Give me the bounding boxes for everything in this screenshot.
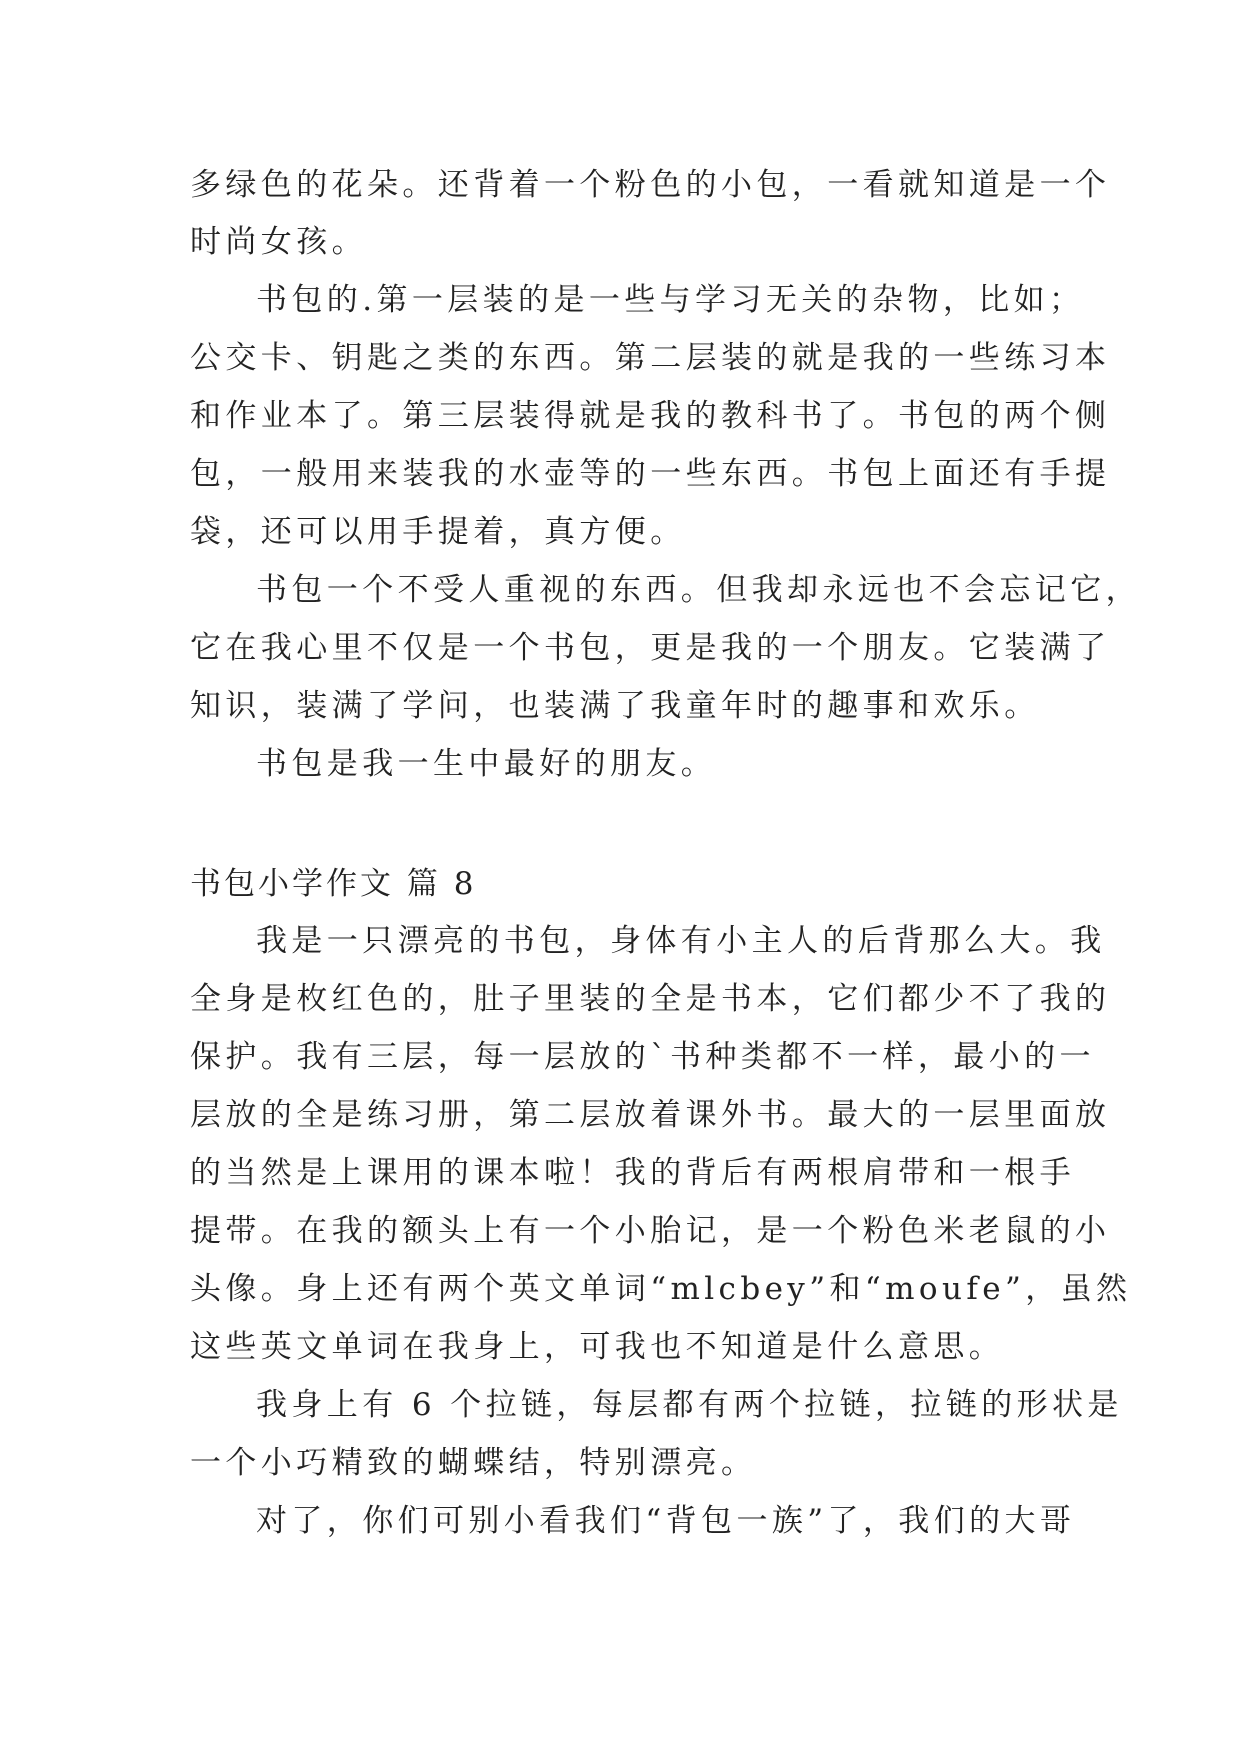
paragraph-line: 全身是枚红色的，肚子里装的全是书本，它们都少不了我的 <box>190 981 1111 1017</box>
paragraph-line: 知识，装满了学问，也装满了我童年时的趣事和欢乐。 <box>190 688 1040 724</box>
paragraph-line: 的当然是上课用的课本啦！我的背后有两根肩带和一根手 <box>190 1155 1075 1191</box>
paragraph-line: 一个小巧精致的蝴蝶结，特别漂亮。 <box>190 1445 757 1481</box>
paragraph-line: 公交卡、钥匙之类的东西。第二层装的就是我的一些练习本 <box>190 340 1111 376</box>
section-title: 书包小学作文 篇 8 <box>190 866 477 902</box>
paragraph-line: 包，一般用来装我的水壶等的一些东西。书包上面还有手提 <box>190 456 1111 492</box>
paragraph-line: 书包的.第一层装的是一些与学习无关的杂物，比如； <box>256 282 1085 318</box>
paragraph-line: 书包是我一生中最好的朋友。 <box>256 746 717 782</box>
paragraph-line: 多绿色的花朵。还背着一个粉色的小包，一看就知道是一个 <box>190 167 1111 203</box>
paragraph-line: 和作业本了。第三层装得就是我的教科书了。书包的两个侧 <box>190 398 1111 434</box>
paragraph-line: 头像。身上还有两个英文单词“mlcbey”和“moufe”，虽然 <box>190 1271 1132 1307</box>
paragraph-line: 对了，你们可别小看我们“背包一族”了，我们的大哥 <box>256 1503 1076 1539</box>
paragraph-line: 袋，还可以用手提着，真方便。 <box>190 514 686 550</box>
paragraph-line: 这些英文单词在我身上，可我也不知道是什么意思。 <box>190 1329 1005 1365</box>
paragraph-line: 保护。我有三层，每一层放的`书种类都不一样，最小的一 <box>190 1039 1095 1075</box>
paragraph-line: 提带。在我的额头上有一个小胎记，是一个粉色米老鼠的小 <box>190 1213 1111 1249</box>
paragraph-line: 层放的全是练习册，第二层放着课外书。最大的一层里面放 <box>190 1097 1111 1133</box>
paragraph-line: 我是一只漂亮的书包，身体有小主人的后背那么大。我 <box>256 923 1106 959</box>
paragraph-line: 我身上有 6 个拉链，每层都有两个拉链，拉链的形状是 <box>256 1387 1123 1423</box>
paragraph-line: 书包一个不受人重视的东西。但我却永远也不会忘记它， <box>256 572 1141 608</box>
paragraph-line: 时尚女孩。 <box>190 224 367 260</box>
paragraph-line: 它在我心里不仅是一个书包，更是我的一个朋友。它装满了 <box>190 630 1111 666</box>
